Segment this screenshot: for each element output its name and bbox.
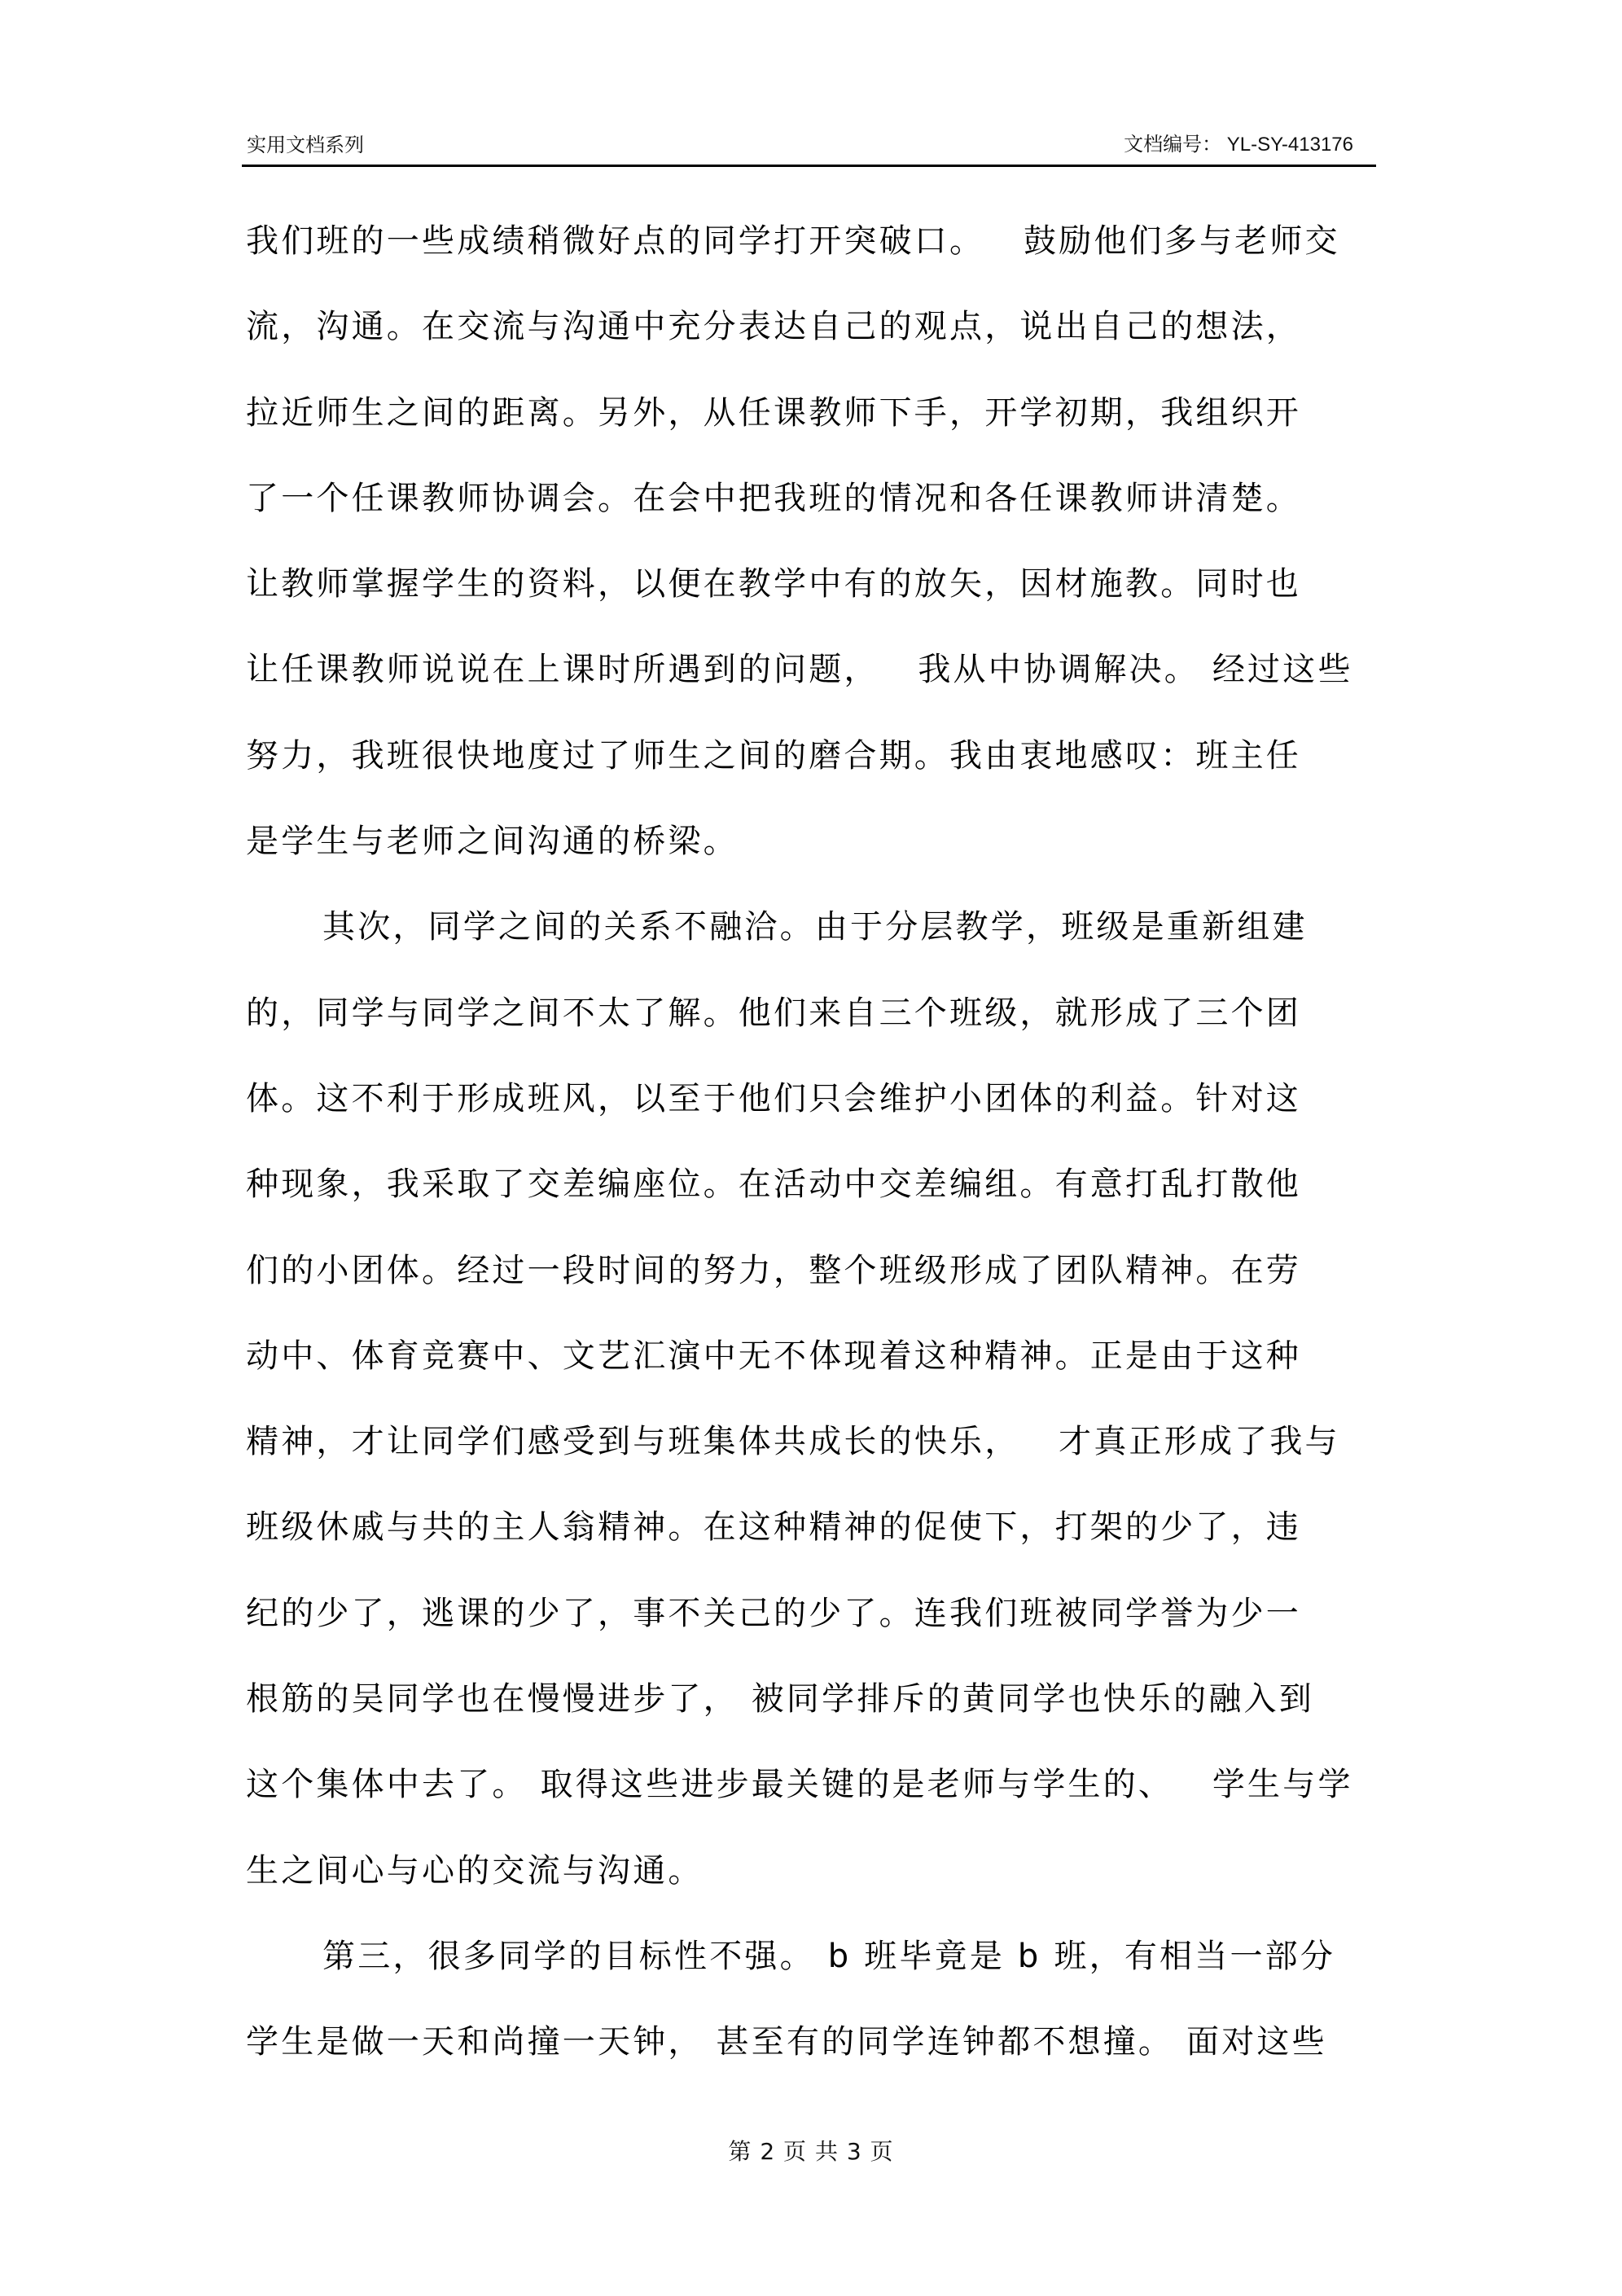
- text-line: 纪的少了，逃课的少了，事不关己的少了。连我们班被同学誉为少一: [246, 1594, 1301, 1632]
- text-line: 流，沟通。在交流与沟通中充分表达自己的观点，说出自己的想法，: [246, 308, 1301, 346]
- document-body: [246, 218, 1402, 2105]
- text-line: 拉近师生之间的距离。另外，从任课教师下手，开学初期，我组织开: [246, 393, 1301, 432]
- text-line: 的，同学与同学之间不太了解。他们来自三个班级，就形成了三个团: [246, 994, 1301, 1032]
- header-divider: [242, 165, 1376, 167]
- document-series-label: 实用文档系列: [247, 134, 364, 156]
- paragraph-start-line: 第三，很多同学的目标性不强。 b 班毕竟是 b 班，有相当一部分: [322, 1937, 1336, 1975]
- document-number: 文档编号： YL-SY-413176: [1124, 134, 1353, 156]
- text-line: 班级休戚与共的主人翁精神。在这种精神的促使下，打架的少了，违: [246, 1508, 1301, 1547]
- text-line: 让教师掌握学生的资料，以便在教学中有的放矢，因材施教。同时也: [246, 565, 1301, 604]
- text-line: 是学生与老师之间沟通的桥梁。: [246, 823, 739, 861]
- text-line: 们的小团体。经过一段时间的努力，整个班级形成了团队精神。在劳: [246, 1251, 1301, 1289]
- text-line: 我们班的一些成绩稍微好点的同学打开突破口。 鼓励他们多与老师交: [246, 222, 1340, 260]
- paragraph-start-line: 其次，同学之间的关系不融洽。由于分层教学，班级是重新组建: [322, 908, 1308, 946]
- text-line: 这个集体中去了。 取得这些进步最关键的是老师与学生的、 学生与学: [246, 1766, 1353, 1804]
- text-line: 让任课教师说说在上课时所遇到的问题， 我从中协调解决。 经过这些: [246, 651, 1353, 689]
- text-line: 种现象，我采取了交差编座位。在活动中交差编组。有意打乱打散他: [246, 1166, 1301, 1204]
- text-line: 努力，我班很快地度过了师生之间的磨合期。我由衷地感叹：班主任: [246, 736, 1301, 775]
- text-line: 学生是做一天和尚撞一天钟， 甚至有的同学连钟都不想撞。 面对这些: [246, 2023, 1327, 2061]
- text-line: 生之间心与心的交流与沟通。: [246, 1851, 704, 1890]
- page-header: [242, 126, 1376, 167]
- text-line: 了一个任课教师协调会。在会中把我班的情况和各任课教师讲清楚。: [246, 479, 1301, 517]
- text-line: 动中、体育竞赛中、文艺汇演中无不体现着这种精神。正是由于这种: [246, 1337, 1301, 1375]
- page-number-indicator: 第 2 页 共 3 页: [728, 2138, 894, 2165]
- text-line: 根筋的吴同学也在慢慢进步了， 被同学排斥的黄同学也快乐的融入到: [246, 1680, 1314, 1719]
- text-line: 体。这不利于形成班风，以至于他们只会维护小团体的利益。针对这: [246, 1079, 1301, 1117]
- text-line: 精神，才让同学们感受到与班集体共成长的快乐， 才真正形成了我与: [246, 1423, 1340, 1461]
